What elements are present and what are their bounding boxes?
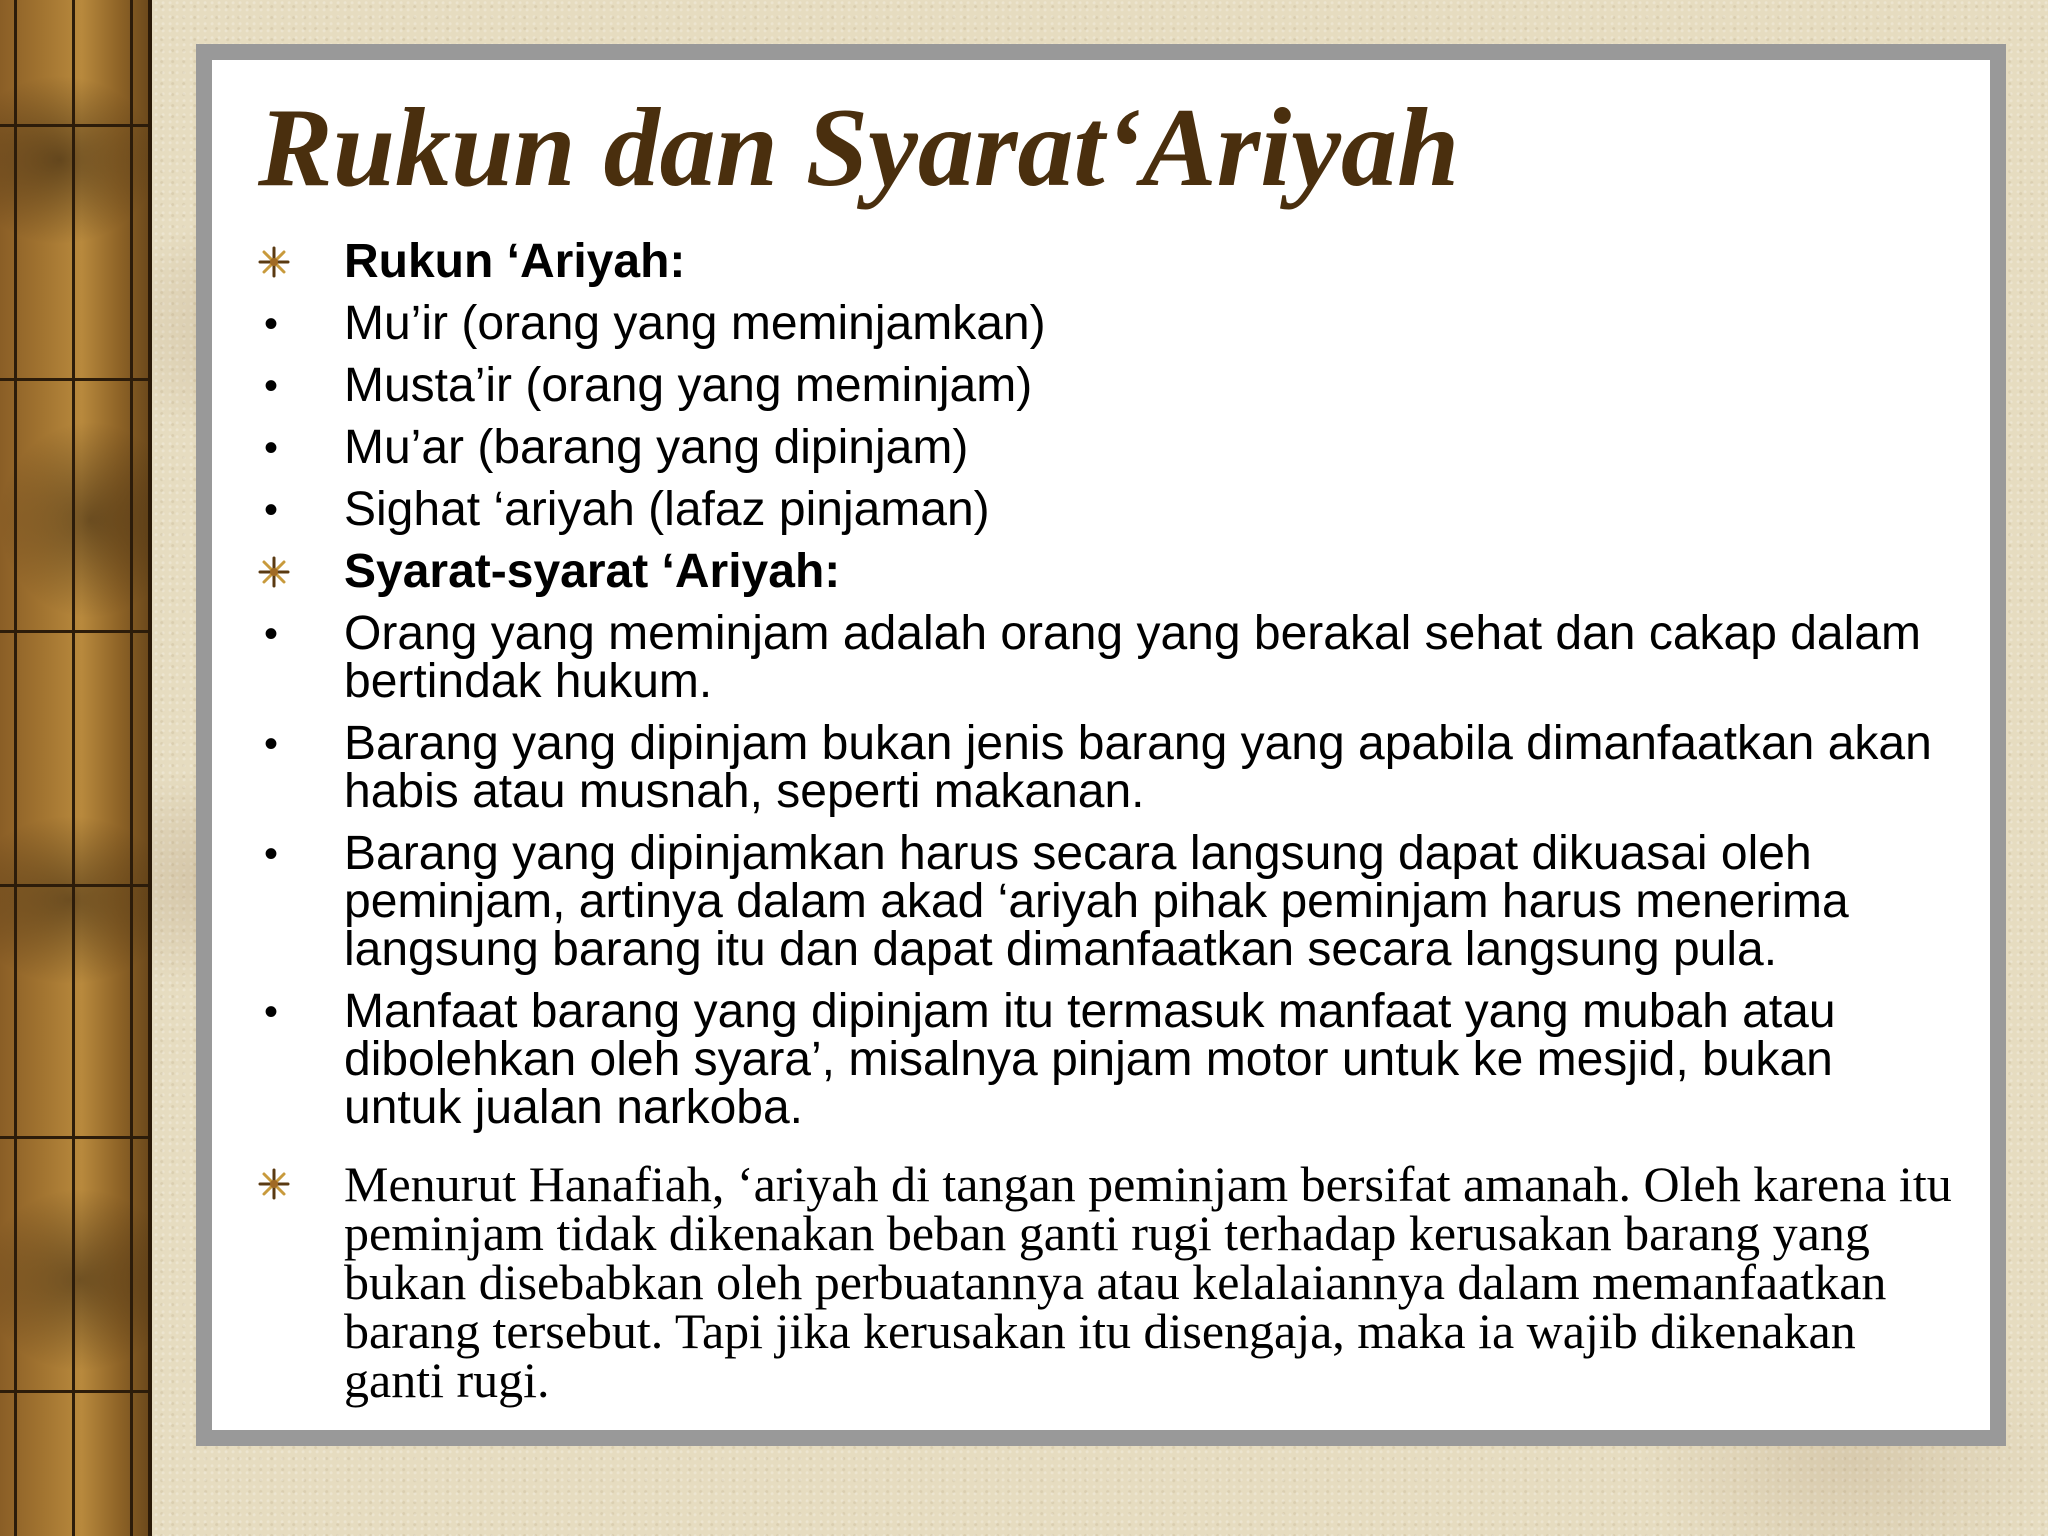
- list-item-text: Mu’ar (barang yang dipinjam): [344, 421, 969, 474]
- star-burst-icon: [258, 246, 290, 278]
- section-marker: [256, 238, 306, 286]
- bullet-marker: •: [264, 302, 279, 346]
- closing-note: [256, 1156, 1956, 1408]
- bullet-marker: •: [264, 364, 279, 408]
- list-item-text: Mu’ir (orang yang meminjamkan): [344, 297, 1046, 350]
- bullet-marker: •: [264, 426, 279, 470]
- section-heading-text: Syarat-syarat ‘Ariyah:: [344, 545, 841, 598]
- list-item: [256, 985, 1956, 1134]
- list-item: [256, 717, 1956, 818]
- section-marker: [256, 548, 306, 596]
- bullet-marker: •: [264, 832, 279, 876]
- slide-title: Rukun dan Syarat‘Ariyah: [258, 86, 1460, 210]
- bullet-marker: •: [264, 990, 279, 1034]
- strip-horizontal-line: [0, 884, 148, 887]
- list-item-text: Orang yang meminjam adalah orang yang berakal sehat dan cakap dalam bertindak hukum.: [344, 607, 1921, 708]
- strip-horizontal-line: [0, 1136, 148, 1139]
- list-item: [256, 297, 1956, 350]
- bullet-marker: •: [264, 488, 279, 532]
- closing-note-text: Menurut Hanafiah, ‘ariyah di tangan peminjam bersifat amanah. Oleh karena itu peminjam tidak dikenakan beban ganti rugi terhadap kerusakan barang yang bukan disebabkan oleh perbuatannya atau kelalaiannya dalam memanfaatkan barang tersebut. Tapi jika kerusakan itu disengaja, maka ia wajib dikenakan ganti rugi.: [344, 1156, 1952, 1408]
- section-marker: [256, 1160, 306, 1208]
- list-item: [256, 483, 1956, 536]
- list-item-text: Barang yang dipinjam bukan jenis barang yang apabila dimanfaatkan akan habis atau musnah, seperti makanan.: [344, 717, 1932, 818]
- list-item-text: Musta’ir (orang yang meminjam): [344, 359, 1033, 412]
- section-heading-text: Rukun ‘Ariyah:: [344, 235, 686, 288]
- list-item: [256, 359, 1956, 412]
- decorative-side-strip: [0, 0, 152, 1536]
- list-item: [256, 607, 1956, 708]
- strip-horizontal-line: [0, 1390, 148, 1393]
- list-item-text: Manfaat barang yang dipinjam itu termasuk manfaat yang mubah atau dibolehkan oleh syara’, misalnya pinjam motor untuk ke mesjid, bukan untuk jualan narkoba.: [344, 985, 1836, 1134]
- slide-content: [256, 235, 1956, 1408]
- star-burst-icon: [258, 1168, 290, 1200]
- strip-vertical-line: [130, 0, 133, 1536]
- list-item-text: Barang yang dipinjamkan harus secara langsung dapat dikuasai oleh peminjam, artinya dalam akad ‘ariyah pihak peminjam harus menerima langsung barang itu dan dapat dimanfaatkan secara langsung pula.: [344, 827, 1849, 976]
- strip-horizontal-line: [0, 124, 148, 127]
- strip-horizontal-line: [0, 630, 148, 633]
- star-burst-icon: [258, 556, 290, 588]
- bullet-marker: •: [264, 722, 279, 766]
- list-item: [256, 827, 1956, 976]
- section-heading-rukun: [256, 235, 1956, 288]
- strip-vertical-line: [72, 0, 75, 1536]
- section-heading-syarat: [256, 545, 1956, 598]
- strip-vertical-line: [14, 0, 17, 1536]
- bullet-marker: •: [264, 612, 279, 656]
- strip-horizontal-line: [0, 378, 148, 381]
- list-item-text: Sighat ‘ariyah (lafaz pinjaman): [344, 483, 990, 536]
- list-item: [256, 421, 1956, 474]
